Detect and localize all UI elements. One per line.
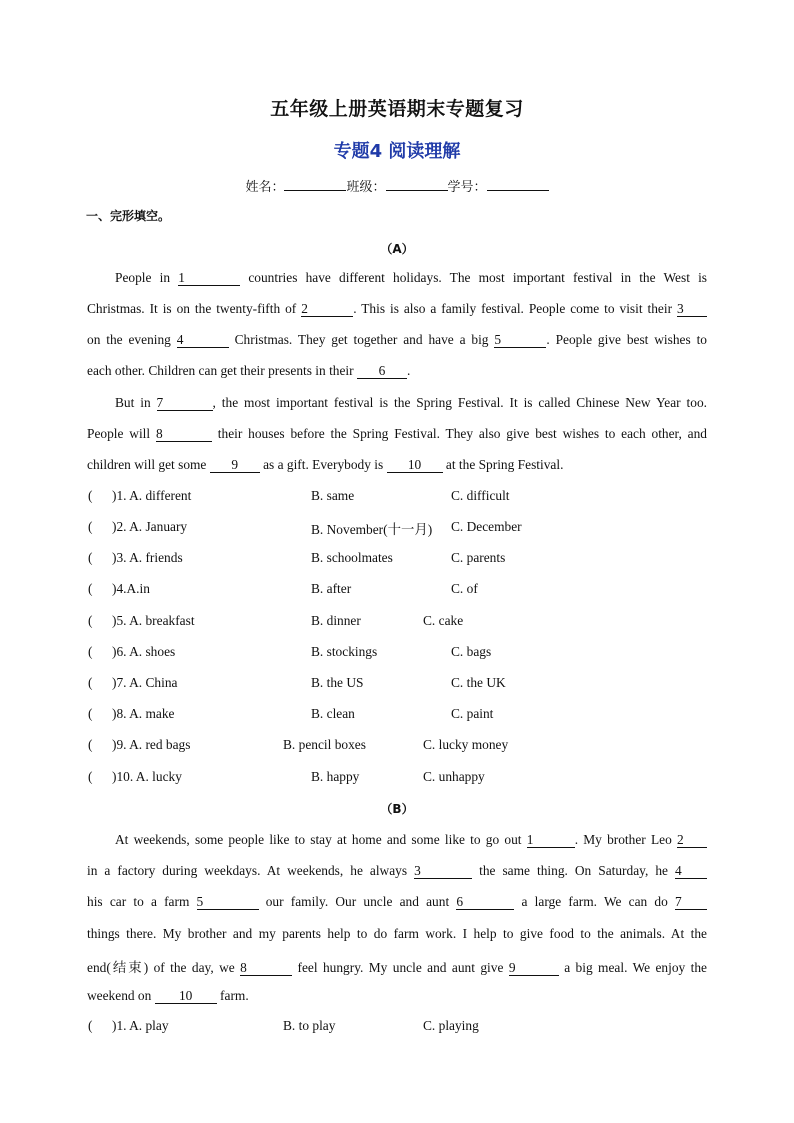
question-option-c: C. the UK bbox=[451, 675, 506, 690]
passage-b-line-3: his car to a farm 5 our family. Our uncle and aunt 6 a large farm. We can do 7 bbox=[87, 894, 707, 910]
blank[interactable]: 3 bbox=[677, 302, 707, 317]
answer-paren[interactable]: ( bbox=[88, 644, 93, 659]
passage-a-line-4: each other. Children can get their presents in their 6 . bbox=[87, 363, 411, 378]
question-option-b: B. pencil boxes bbox=[283, 737, 366, 752]
blank[interactable]: 8 bbox=[240, 961, 292, 976]
passage-a-line-3: on the evening 4 Christmas. They get together and have a big 5 . People give best wishes to bbox=[87, 332, 707, 347]
id-label: 学号： bbox=[447, 180, 487, 195]
passage-a-line-1: People in 1 countries have different holidays. The most important festival in the West is bbox=[115, 270, 707, 285]
passage-b-line-4: things there. My brother and my parents help to do farm work. I help to give food to the animals. At the bbox=[87, 926, 707, 941]
question-option-b: B. clean bbox=[311, 706, 355, 721]
blank[interactable]: 6 bbox=[456, 895, 514, 910]
question-option-b: B. November(十一月) bbox=[311, 522, 433, 537]
answer-paren[interactable]: ( bbox=[88, 613, 93, 628]
passage-b-label: （B） bbox=[380, 802, 414, 816]
question-option-a: )6. A. shoes bbox=[112, 644, 176, 659]
answer-paren[interactable]: ( bbox=[88, 737, 93, 752]
passage-b-line-2: in a factory during weekdays. At weekends, he always 3 the same thing. On Saturday, he 4 bbox=[87, 863, 707, 879]
question-option-a: )3. A. friends bbox=[112, 550, 183, 565]
class-label: 班级： bbox=[346, 180, 386, 195]
question-option-c: C. parents bbox=[451, 550, 506, 565]
blank[interactable]: 10 bbox=[387, 458, 443, 473]
student-info-line bbox=[0, 176, 794, 195]
id-blank[interactable] bbox=[487, 180, 549, 191]
name-label: 姓名： bbox=[245, 180, 285, 195]
blank[interactable]: 10 bbox=[155, 989, 217, 1004]
question-option-a: )10. A. lucky bbox=[112, 769, 182, 784]
blank[interactable]: 7 bbox=[675, 895, 707, 910]
question-option-a: )5. A. breakfast bbox=[112, 613, 195, 628]
answer-paren[interactable]: ( bbox=[88, 706, 93, 721]
blank[interactable]: 9 bbox=[509, 961, 559, 976]
question-option-b: B. to play bbox=[283, 1018, 336, 1033]
blank[interactable]: 6 bbox=[357, 364, 407, 379]
class-blank[interactable] bbox=[386, 180, 448, 191]
question-option-c: C. lucky money bbox=[423, 737, 509, 752]
question-option-a: )1. A. different bbox=[112, 488, 192, 503]
question-option-b: B. after bbox=[311, 581, 352, 596]
passage-b-line-1: At weekends, some people like to stay at home and some like to go out 1 . My brother Leo 2 bbox=[115, 832, 707, 848]
blank[interactable]: 3 bbox=[414, 864, 472, 879]
passage-b-line-5: end(结束) of the day, we 8 feel hungry. My uncle and aunt give 9 a big meal. We enjoy the bbox=[87, 960, 707, 975]
question-option-b: B. same bbox=[311, 488, 355, 503]
question-option-a: )1. A. play bbox=[112, 1018, 169, 1033]
question-option-b: B. schoolmates bbox=[311, 550, 393, 565]
passage-a-line-7: children will get some 9 as a gift. Everybody is 10 at the Spring Festival. bbox=[87, 457, 564, 472]
answer-paren[interactable]: ( bbox=[88, 488, 93, 503]
question-option-c: C. cake bbox=[423, 613, 464, 628]
answer-paren[interactable]: ( bbox=[88, 519, 93, 534]
passage-b-line-6: weekend on 10 farm. bbox=[87, 988, 249, 1003]
question-option-b: B. happy bbox=[311, 769, 360, 784]
blank[interactable]: 4 bbox=[177, 333, 229, 348]
blank[interactable]: 1 bbox=[527, 833, 575, 848]
answer-paren[interactable]: ( bbox=[88, 675, 93, 690]
question-option-c: C. unhappy bbox=[423, 769, 485, 784]
question-option-a: )9. A. red bags bbox=[112, 737, 191, 752]
question-option-a: )2. A. January bbox=[112, 519, 188, 534]
passage-a-label: （A） bbox=[380, 242, 414, 256]
document-subtitle: 专题4 阅读理解 bbox=[333, 141, 461, 162]
blank[interactable]: 9 bbox=[210, 458, 260, 473]
question-option-a: )4.A.in bbox=[112, 581, 150, 596]
question-option-c: C. bags bbox=[451, 644, 492, 659]
question-option-a: )8. A. make bbox=[112, 706, 175, 721]
name-blank[interactable] bbox=[284, 180, 346, 191]
question-option-c: C. paint bbox=[451, 706, 494, 721]
question-option-c: C. December bbox=[451, 519, 522, 534]
blank[interactable]: 5 bbox=[197, 895, 259, 910]
question-option-c: C. of bbox=[451, 581, 478, 596]
blank[interactable]: 2 bbox=[301, 302, 353, 317]
answer-paren[interactable]: ( bbox=[88, 1018, 93, 1033]
answer-paren[interactable]: ( bbox=[88, 581, 93, 596]
passage-a-line-5: But in 7 , the most important festival is the Spring Festival. It is called Chinese New Year too. bbox=[115, 395, 707, 410]
passage-a-line-2: Christmas. It is on the twenty-fifth of 2 . This is also a family festival. People come to visit their 3 bbox=[87, 301, 707, 317]
question-option-b: B. the US bbox=[311, 675, 364, 690]
section-heading: 一、完形填空。 bbox=[86, 209, 171, 223]
question-option-b: B. stockings bbox=[311, 644, 378, 659]
blank[interactable]: 5 bbox=[494, 333, 546, 348]
blank[interactable]: 8 bbox=[156, 427, 212, 442]
blank[interactable]: 2 bbox=[677, 833, 707, 848]
blank[interactable]: 1 bbox=[178, 271, 240, 286]
question-option-a: )7. A. China bbox=[112, 675, 178, 690]
document-title: 五年级上册英语期末专题复习 bbox=[270, 98, 524, 120]
question-option-c: C. playing bbox=[423, 1018, 479, 1033]
blank[interactable]: 4 bbox=[675, 864, 707, 879]
answer-paren[interactable]: ( bbox=[88, 550, 93, 565]
question-option-c: C. difficult bbox=[451, 488, 510, 503]
question-option-b: B. dinner bbox=[311, 613, 361, 628]
passage-a-line-6: People will 8 their houses before the Spring Festival. They also give best wishes to each other, and bbox=[87, 426, 707, 441]
answer-paren[interactable]: ( bbox=[88, 769, 93, 784]
blank[interactable]: 7 bbox=[157, 396, 213, 411]
